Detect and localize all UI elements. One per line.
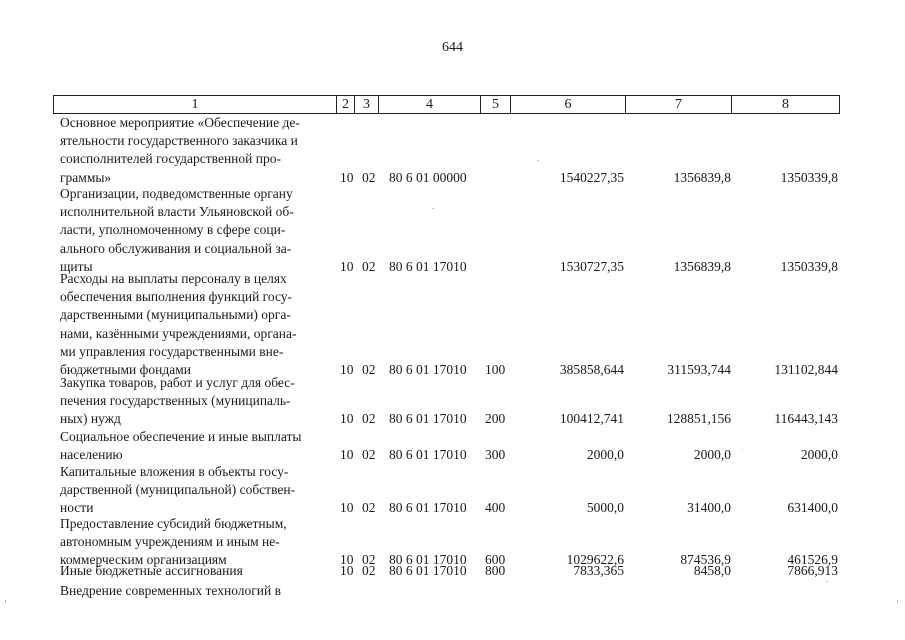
target-article-code: 80 6 01 17010	[389, 411, 467, 427]
amount-year-3: 1350339,8	[780, 258, 838, 274]
description-line: ятельности государственного заказчика и	[60, 133, 298, 149]
section-code: 10	[340, 500, 354, 516]
description-line: ми управления государственными вне-	[60, 343, 284, 359]
section-code: 10	[340, 362, 354, 377]
description-line: Организации, подведомственные органу	[60, 186, 293, 201]
row-description	[60, 463, 331, 518]
header-col-5: 5	[481, 96, 511, 113]
subsection-code: 02	[362, 563, 376, 578]
amount-year-3: 461526,9	[787, 552, 838, 568]
target-article-code: 80 6 01 00000	[389, 169, 467, 185]
header-col-3: 3	[355, 96, 379, 113]
amount-year-2: 1356839,8	[673, 169, 731, 185]
scan-speck	[897, 600, 898, 603]
header-col-2: 2	[337, 96, 355, 113]
subsection-code: 02	[362, 258, 376, 274]
expense-type-code: 600	[485, 552, 506, 568]
amount-year-2: 874536,9	[680, 552, 731, 568]
description-line: Иные бюджетные ассигнования	[60, 563, 243, 578]
description-line: ального обслуживания и социальной за-	[60, 240, 292, 256]
amount-year-2: 2000,0	[693, 447, 731, 463]
subsection-code: 02	[362, 362, 376, 377]
target-article-code: 80 6 01 17010	[389, 362, 467, 377]
row-description	[60, 582, 331, 600]
amount-year-2: 311593,744	[667, 362, 731, 377]
scan-speck	[826, 581, 828, 582]
table-header	[53, 95, 840, 114]
description-line: Расходы на выплаты персоналу в целях	[60, 271, 287, 286]
target-article-code: 80 6 01 17010	[389, 258, 467, 274]
target-article-code: 80 6 01 17010	[389, 500, 467, 516]
section-code: 10	[340, 552, 354, 568]
expense-type-code: 300	[485, 447, 506, 463]
amount-year-3: 116443,143	[774, 411, 838, 427]
header-col-4: 4	[379, 96, 481, 113]
row-description	[60, 562, 331, 580]
description-line: коммерческим организациям	[60, 552, 227, 568]
amount-year-1: 7833,365	[573, 563, 624, 578]
header-col-1: 1	[54, 96, 337, 113]
row-description	[60, 185, 331, 276]
amount-year-2: 1356839,8	[673, 258, 731, 274]
description-line: Предоставление субсидий бюджетным,	[60, 516, 287, 531]
description-line: обеспечения выполнения функций госу-	[60, 289, 293, 305]
description-line: Внедрение современных технологий в	[60, 583, 281, 598]
description-line: Основное мероприятие «Обеспечение де-	[60, 115, 300, 130]
amount-year-1: 1029622,6	[566, 552, 624, 568]
description-line: населению	[60, 447, 123, 463]
row-description	[60, 374, 331, 429]
amount-year-2: 8458,0	[693, 563, 731, 578]
header-col-6: 6	[511, 96, 626, 113]
description-line: граммы»	[60, 169, 112, 185]
section-code: 10	[340, 411, 354, 427]
amount-year-3: 1350339,8	[780, 169, 838, 185]
amount-year-1: 1540227,35	[559, 169, 624, 185]
amount-year-3: 2000,0	[800, 447, 838, 463]
description-line: ных) нужд	[60, 411, 121, 427]
description-line: Закупка товаров, работ и услуг для обес-	[60, 375, 295, 390]
amount-year-1: 2000,0	[586, 447, 624, 463]
description-line: Социальное обеспечение и иные выплаты	[60, 429, 302, 444]
page-number: 644	[442, 40, 463, 55]
expense-type-code: 100	[485, 362, 506, 377]
description-line: Капитальные вложения в объекты госу-	[60, 464, 289, 479]
description-line: соисполнителей государственной про-	[60, 151, 281, 167]
subsection-code: 02	[362, 169, 376, 185]
description-line: щиты	[60, 258, 93, 274]
scan-speck	[537, 160, 539, 161]
scan-speck	[432, 208, 434, 209]
section-code: 10	[340, 169, 354, 185]
amount-year-3: 7866,913	[787, 563, 838, 578]
target-article-code: 80 6 01 17010	[389, 563, 467, 578]
header-col-8: 8	[782, 97, 789, 112]
section-code: 10	[340, 258, 354, 274]
amount-year-1: 385858,644	[559, 362, 624, 377]
description-line: ности	[60, 500, 94, 516]
target-article-code: 80 6 01 17010	[389, 447, 467, 463]
scan-speck	[5, 600, 6, 603]
header-col-7: 7	[626, 96, 732, 113]
description-line: дарственной (муниципальной) собствен-	[60, 482, 296, 498]
amount-year-2: 128851,156	[666, 411, 731, 427]
row-description	[60, 428, 331, 464]
amount-year-3: 631400,0	[787, 500, 838, 516]
section-code: 10	[340, 447, 354, 463]
amount-year-2: 31400,0	[687, 500, 731, 516]
scan-speck	[742, 449, 743, 450]
target-article-code: 80 6 01 17010	[389, 552, 467, 568]
expense-type-code: 200	[485, 411, 506, 427]
subsection-code: 02	[362, 411, 376, 427]
description-line: автономным учреждениям и иным не-	[60, 534, 280, 550]
description-line: нами, казёнными учреждениями, органа-	[60, 325, 297, 341]
row-description	[60, 270, 331, 379]
subsection-code: 02	[362, 500, 376, 516]
expense-type-code: 400	[485, 500, 506, 516]
description-line: печения государственных (муниципаль-	[60, 393, 291, 409]
amount-year-3: 131102,844	[774, 362, 838, 377]
description-line: дарственными (муниципальными) орга-	[60, 307, 291, 323]
section-code: 10	[340, 563, 354, 578]
row-description	[60, 114, 331, 187]
description-line: бюджетными фондами	[60, 362, 191, 378]
description-line: ласти, уполномоченному в сфере соци-	[60, 222, 286, 238]
subsection-code: 02	[362, 552, 376, 568]
description-line: исполнительной власти Ульяновской об-	[60, 204, 294, 220]
amount-year-1: 1530727,35	[559, 258, 624, 274]
amount-year-1: 100412,741	[559, 411, 624, 427]
expense-type-code: 800	[485, 563, 506, 578]
subsection-code: 02	[362, 447, 376, 463]
amount-year-1: 5000,0	[586, 500, 624, 516]
